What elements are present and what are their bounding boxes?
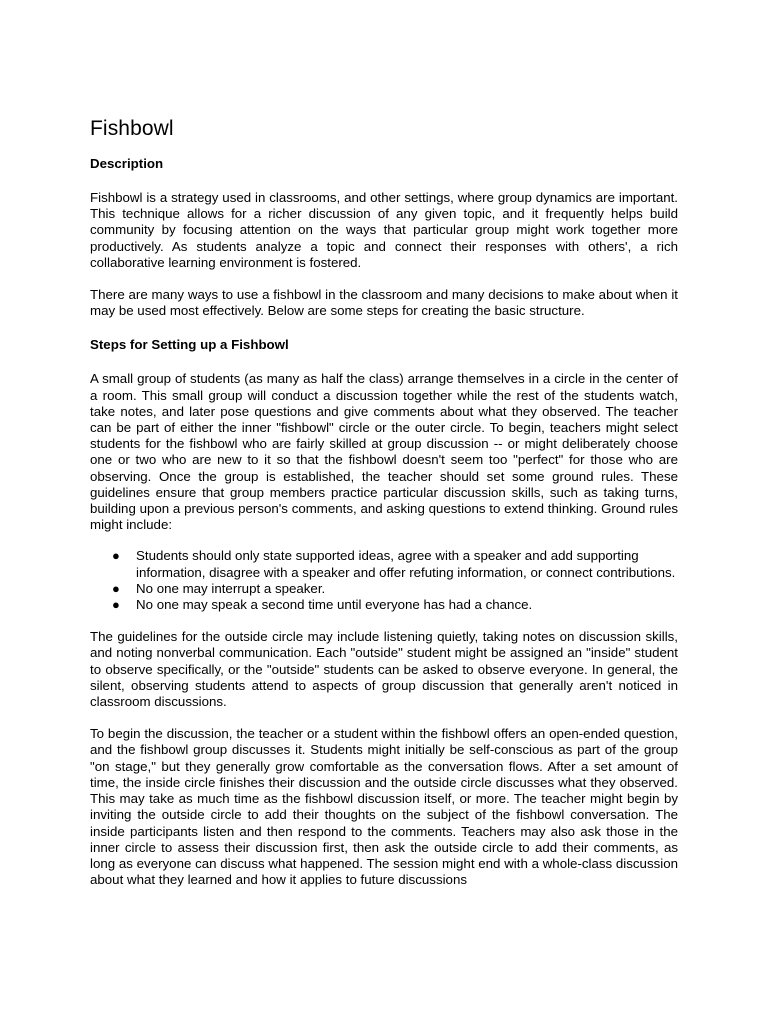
bullet-icon: ● <box>112 548 120 564</box>
description-paragraph-1: Fishbowl is a strategy used in classrooms, and other settings, where group dynamics are important. This technique allows for a richer discussion of any given topic, and it frequently helps build community by focusing attention on the ways that particular group might work together more productively. As students analyze a topic and connect their responses with others', a rich collaborative learning environment is fostered. <box>90 190 678 270</box>
description-paragraph-2: There are many ways to use a fishbowl in the classroom and many decisions to make about when it may be used most effectively. Below are some steps for creating the basic structure. <box>90 287 678 319</box>
list-item <box>90 581 678 597</box>
document-title: Fishbowl <box>90 117 174 140</box>
discussion-paragraph: To begin the discussion, the teacher or a student within the fishbowl offers an open-ended question, and the fishbowl group discusses it. Students might initially be self-conscious as part of the group "on stage," but they generally grow comfortable as the conversation flows. After a set amount of time, the inside circle finishes their discussion and the outside circle discusses what they observed. This may take as much time as the fishbowl discussion itself, or more. The teacher might begin by inviting the outside circle to add their thoughts on the subject of the fishbowl conversation. The inside participants listen and then respond to the comments. Teachers may also ask those in the inner circle to assess their discussion first, then ask the outside circle to add their comments, as long as everyone can discuss what happened. The session might end with a whole-class discussion about what they learned and how it applies to future discussions <box>90 726 678 888</box>
document-page <box>90 116 678 888</box>
steps-intro-paragraph: A small group of students (as many as half the class) arrange themselves in a circle in the center of a room. This small group will conduct a discussion together while the rest of the students watch, take notes, and later pose questions and give comments about what they observed. The teacher can be part of either the inner "fishbowl" circle or the outer circle. To begin, teachers might select students for the fishbowl who are fairly skilled at group discussion -- or might deliberately choose one or two who are new to it so that the fishbowl doesn't seem too "perfect" for those who are observing. Once the group is established, the teacher should set some ground rules. These guidelines ensure that group members practice particular discussion skills, such as taking turns, building upon a previous person's comments, and asking questions to extend thinking. Ground rules might include: <box>90 371 678 533</box>
outside-circle-paragraph: The guidelines for the outside circle may include listening quietly, taking notes on discussion skills, and noting nonverbal communication. Each "outside" student might be assigned an "inside" student to observe specifically, or the "outside" students can be asked to observe everyone. In general, the silent, observing students attend to aspects of group discussion that generally aren't noticed in classroom discussions. <box>90 629 678 710</box>
ground-rule-text: No one may interrupt a speaker. <box>136 580 326 596</box>
list-item <box>90 597 678 613</box>
description-heading: Description <box>90 156 164 171</box>
ground-rule-text: No one may speak a second time until everyone has had a chance. <box>136 597 533 613</box>
list-item <box>90 548 678 580</box>
bullet-icon: ● <box>112 580 120 596</box>
steps-heading: Steps for Setting up a Fishbowl <box>90 337 289 353</box>
ground-rules-list <box>90 548 678 613</box>
ground-rule-text: Students should only state supported ideas, agree with a speaker and add supporting information, disagree with a speaker and offer refuting information, or connect contributions. <box>136 548 676 580</box>
bullet-icon: ● <box>112 597 120 613</box>
